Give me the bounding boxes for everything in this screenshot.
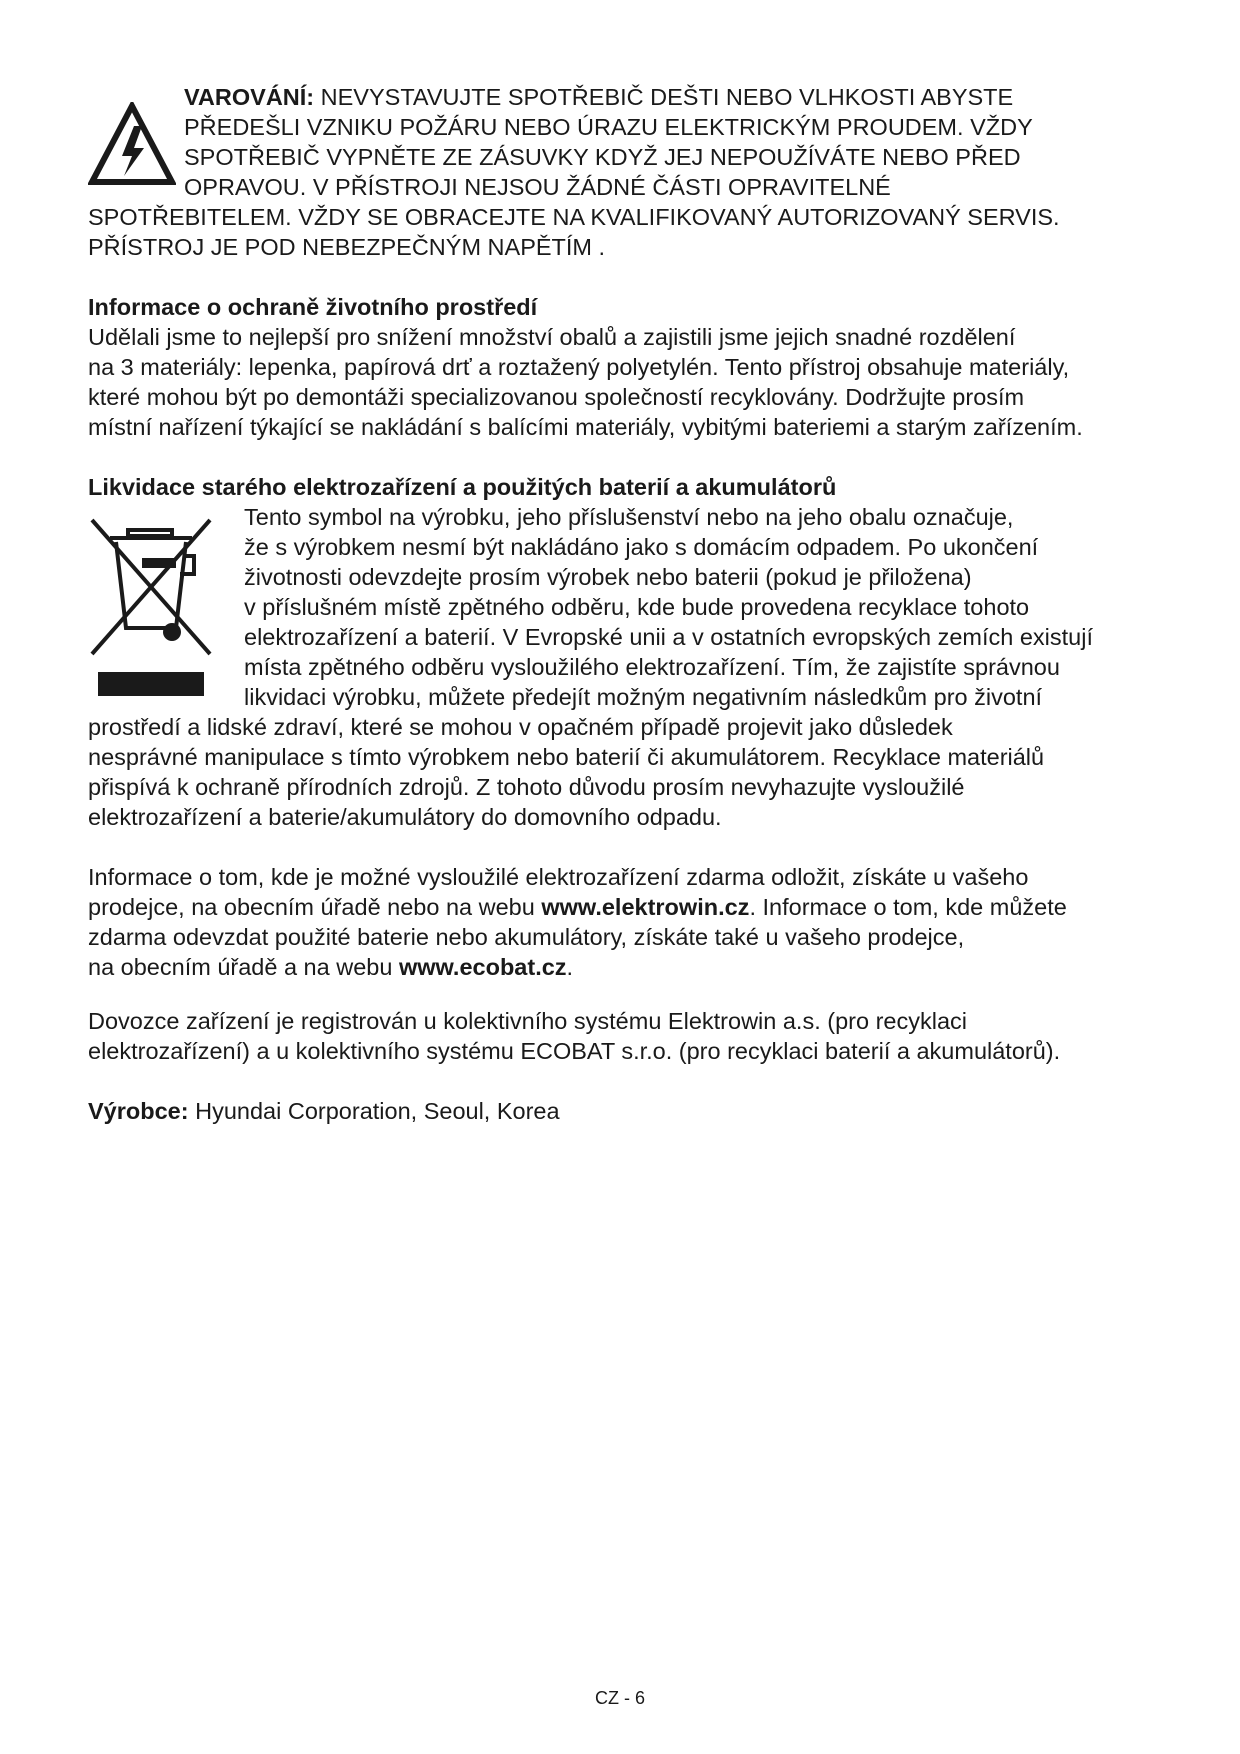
disposal-line: Tento symbol na výrobku, jeho příslušenství nebo na jeho obalu označuje, (244, 504, 1014, 530)
environment-line: místní nařízení týkající se nakládání s balícími materiály, vybitými bateriemi a starým zařízením. (88, 414, 1083, 440)
environment-heading: Informace o ochraně životního prostředí (88, 294, 538, 320)
environment-line: Udělali jsme to nejlepší pro snížení množství obalů a zajistili jsme jejich snadné rozdělení (88, 324, 1016, 350)
disposal-line: elektrozařízení a baterií. V Evropské unii a v ostatních evropských zemích existují (244, 624, 1093, 650)
collection-line-4: na obecním úřadě a na webu www.ecobat.cz. (88, 954, 574, 980)
page-number: CZ - 6 (594, 1688, 645, 1708)
collection-line-1: Informace o tom, kde je možné vysloužilé elektrozařízení zdarma odložit, získáte u vašeho (88, 864, 1029, 890)
environment-line: na 3 materiály: lepenka, papírová drť a roztažený polyetylén. Tento přístroj obsahuje materiály, (88, 354, 1070, 380)
warning-line-3: SPOTŘEBIČ VYPNĚTE ZE ZÁSUVKY KDYŽ JEJ NEPOUŽÍVÁTE NEBO PŘED (184, 144, 1021, 170)
warning-line-2: PŘEDEŠLI VZNIKU POŽÁRU NEBO ÚRAZU ELEKTRICKÝM PROUDEM. VŽDY (184, 114, 1033, 140)
warning-line-1: VAROVÁNÍ: NEVYSTAVUJTE SPOTŘEBIČ DEŠTI NEBO VLHKOSTI ABYSTE (184, 84, 1014, 110)
environment-section (88, 292, 1178, 442)
elektrowin-link[interactable]: www.elektrowin.cz (541, 894, 750, 920)
importer-section (88, 1006, 1178, 1066)
warning-label: VAROVÁNÍ: (184, 84, 315, 110)
warning-line-6: PŘÍSTROJ JE POD NEBEZPEČNÝM NAPĚTÍM . (88, 234, 606, 260)
disposal-line: prostředí a lidské zdraví, které se mohou v opačném případě projevit jako důsledek (88, 714, 953, 740)
warning-line-5: SPOTŘEBITELEM. VŽDY SE OBRACEJTE NA KVALIFIKOVANÝ AUTORIZOVANÝ SERVIS. (88, 204, 1060, 230)
warning-line-4: OPRAVOU. V PŘÍSTROJI NEJSOU ŽÁDNÉ ČÁSTI OPRAVITELNÉ (184, 174, 891, 200)
disposal-line: likvidaci výrobku, můžete předejít možným negativním následkům pro životní (244, 684, 1043, 710)
manufacturer-label: Výrobce: (88, 1098, 189, 1124)
collection-section (88, 862, 1178, 982)
disposal-line: v příslušném místě zpětného odběru, kde bude provedena recyklace tohoto (244, 594, 1030, 620)
disposal-line: životnosti odevzdejte prosím výrobek nebo baterii (pokud je přiložena) (244, 564, 972, 590)
importer-line: elektrozařízení) a u kolektivního systému ECOBAT s.r.o. (pro recyklaci baterií a akumulátorů). (88, 1038, 1061, 1064)
disposal-line: přispívá k ochraně přírodních zdrojů. Z tohoto důvodu prosím nevyhazujte vysloužilé (88, 774, 965, 800)
ecobat-link[interactable]: www.ecobat.cz (398, 954, 567, 980)
warning-block (88, 82, 1168, 262)
environment-line: které mohou být po demontáži specializovanou společností recyklovány. Dodržujte prosím (88, 384, 1025, 410)
manufacturer-value: Hyundai Corporation, Seoul, Korea (188, 1098, 560, 1124)
collection-line-3: zdarma odevzdat použité baterie nebo akumulátory, získáte také u vašeho prodejce, (88, 924, 965, 950)
collection-line-2: prodejce, na obecním úřadě nebo na webu www.elektrowin.cz. Informace o tom, kde můžete (88, 894, 1067, 920)
importer-line: Dovozce zařízení je registrován u kolektivního systému Elektrowin a.s. (pro recyklaci (88, 1008, 967, 1034)
disposal-section (88, 472, 1178, 832)
disposal-line: elektrozařízení a baterie/akumulátory do domovního odpadu. (88, 804, 722, 830)
disposal-line: místa zpětného odběru vysloužilého elektrozařízení. Tím, že zajistíte správnou (244, 654, 1060, 680)
manufacturer-section (88, 1096, 1178, 1126)
disposal-heading: Likvidace starého elektrozařízení a použitých baterií a akumulátorů (88, 474, 837, 500)
disposal-line: nesprávné manipulace s tímto výrobkem nebo baterií či akumulátorem. Recyklace materiálů (88, 744, 1045, 770)
disposal-line: že s výrobkem nesmí být nakládáno jako s domácím odpadem. Po ukončení (244, 534, 1039, 560)
